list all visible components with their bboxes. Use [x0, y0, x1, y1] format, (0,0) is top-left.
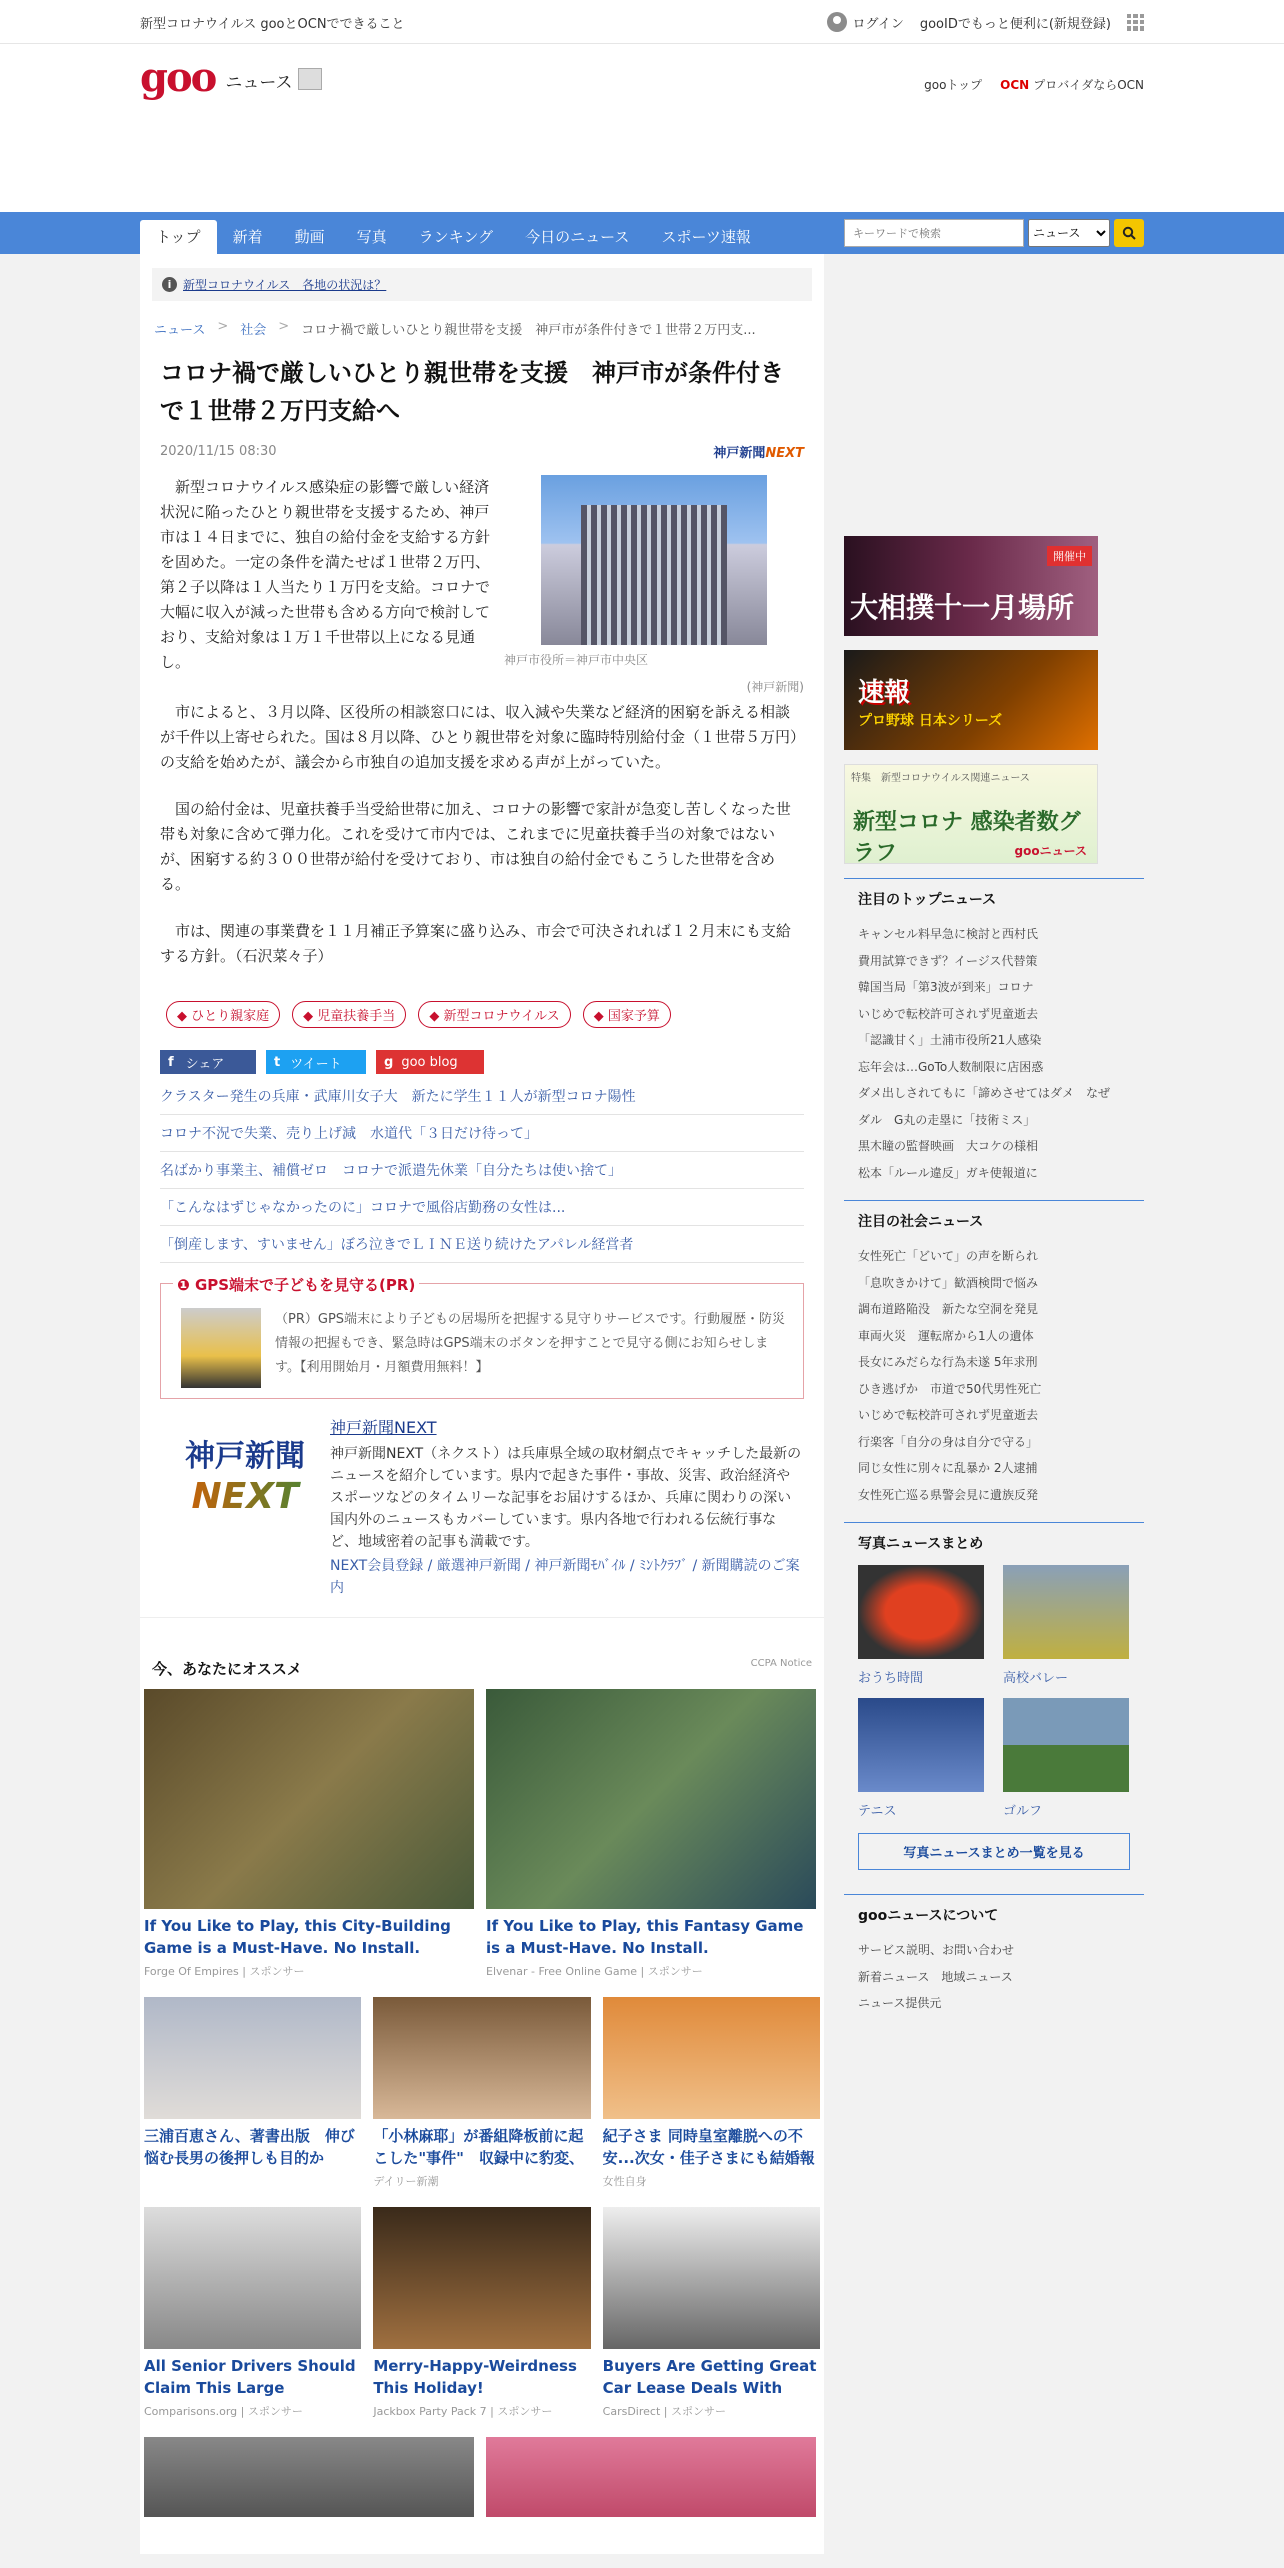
article-body	[152, 475, 812, 969]
reco-card[interactable]	[373, 1997, 590, 2189]
society-news-item[interactable]: 女性死亡巡る県警会見に遺族反発	[858, 1487, 1039, 1502]
brand-header	[0, 44, 1284, 212]
reco-headline: Buyers Are Getting Great Car Lease Deals With	[602, 2357, 817, 2397]
kobe-next-logo[interactable]: 神戸新聞 NEXT	[160, 1417, 330, 1599]
photo-news-item[interactable]: おうち時間	[858, 1565, 985, 1686]
reco-image	[486, 1689, 816, 1909]
article-photo[interactable]	[541, 475, 767, 645]
tweet-button[interactable]: t ツイート	[266, 1050, 366, 1074]
photo-news-box	[844, 1522, 1144, 1870]
tab-photo[interactable]: 写真	[356, 228, 387, 246]
top-news-item[interactable]: 黒木瞳の監督映画 大コケの様相	[858, 1139, 1039, 1153]
top-news-item[interactable]: 忘年会は…GoTo人数制限に店困惑	[858, 1059, 1044, 1074]
pr-text: （PR）GPS端末により子どもの居場所を把握する見守りサービスです。行動履歴・防災情報の把握もでき、緊急時はGPS端末のボタンを押すことで見守る側にお知らせします。【利用開始月・月額費用無料！】	[275, 1312, 785, 1375]
society-news-item[interactable]: 同じ女性に別々に乱暴か 2人逮捕	[858, 1461, 1038, 1475]
breadcrumb: ニュース > 社会 > コロナ禍で厳しいひとり親世帯を支援 神戸市が条件付きで１世帯２万円支...	[154, 319, 756, 338]
related-item[interactable]: クラスター発生の兵庫・武庫川女子大 新たに学生１１人が新型コロナ陽性	[160, 1078, 804, 1115]
tab-top[interactable]: トップ	[140, 220, 217, 254]
reco-card[interactable]	[373, 2207, 590, 2419]
photo-credit[interactable]: (神戸新聞)	[746, 680, 804, 694]
top-news-title: 注目のトップニュース	[858, 892, 997, 908]
about-box	[844, 1894, 1144, 2017]
kobe-shimbun-logo: 神戸新聞NEXT	[713, 446, 804, 461]
baseball-banner[interactable]: 速報 プロ野球 日本シリーズ	[844, 650, 1098, 750]
ccpa-link[interactable]: CCPA Notice	[750, 1658, 812, 1669]
tag-covid[interactable]: ◆ 新型コロナウイルス	[418, 1001, 570, 1028]
society-news-item[interactable]: 女性死亡「どいて」の声を断られ	[858, 1249, 1039, 1263]
reco-headline: All Senior Drivers Should Claim This Large	[144, 2357, 356, 2397]
society-news-item[interactable]: 行楽客「自分の身は自分で守る」	[858, 1434, 1039, 1449]
goo-blog-button[interactable]: g goo blog	[376, 1050, 484, 1074]
top-news-item[interactable]: 松本「ルール違反」ガキ使報道に	[858, 1165, 1038, 1180]
reco-card[interactable]	[603, 2207, 820, 2419]
top-bar	[0, 0, 1284, 44]
society-news-item[interactable]: ひき逃げか 市道で50代男性死亡	[858, 1381, 1042, 1396]
main-column	[140, 254, 824, 2554]
related-list	[152, 1078, 812, 1263]
reco-card[interactable]	[486, 1689, 816, 1979]
newspaper-icon	[298, 68, 322, 90]
reco-source: 女性自身	[602, 2175, 647, 2188]
reco-image	[144, 1689, 474, 1909]
photo-news-item[interactable]: ゴルフ	[1003, 1698, 1130, 1819]
about-title: gooニュースについて	[858, 1908, 999, 1924]
blog-icon: g	[384, 1054, 394, 1070]
goo-logo[interactable]: goo	[140, 54, 216, 101]
reco-card[interactable]	[486, 2437, 816, 2517]
reco-source: Jackbox Party Pack 7 | スポンサー	[373, 2405, 553, 2418]
reco-headline: If You Like to Play, this Fantasy Game is a Must-Have. No Install.	[486, 1917, 804, 1957]
breadcrumb-society[interactable]: 社会	[240, 323, 267, 338]
pr-title: ❶ GPS端末で子どもを見守る(PR)	[173, 1274, 419, 1295]
photo-news-more-button[interactable]: 写真ニュースまとめ一覧を見る	[858, 1833, 1130, 1870]
goo-top-link[interactable]: gooトップ	[924, 78, 983, 92]
search-button[interactable]	[1114, 219, 1144, 247]
covid-graph-banner[interactable]: 特集 新型コロナウイルス関連ニュース 新型コロナ 感染者数グラフ gooニュース	[844, 764, 1098, 864]
photo-news-item[interactable]: 高校バレー	[1003, 1565, 1130, 1686]
reco-image	[144, 1997, 361, 2119]
top-news-box	[844, 878, 1144, 1186]
reco-source: Forge Of Empires | スポンサー	[144, 1965, 305, 1978]
society-news-box	[844, 1200, 1144, 1508]
search-form	[844, 212, 1144, 254]
search-icon	[1122, 226, 1136, 240]
tab-sports[interactable]: スポーツ速報	[661, 228, 751, 246]
recommendations	[140, 1617, 824, 2517]
tab-today[interactable]: 今日のニュース	[525, 228, 630, 246]
reco-headline: If You Like to Play, this City-Building Game is a Must-Have. No Install.	[144, 1917, 451, 1957]
reco-source: Elvenar - Free Online Game | スポンサー	[486, 1965, 703, 1978]
article-paragraph: 新型コロナウイルス感染症の影響で厳しい経済状況に陥ったひとり親世帯を支援するため、神戸市は１４日までに、独自の給付金を支給する方針を固めた。一定の条件を満たせば１世帯２万円、第２子以降は１人当たり１万円を支給。コロナで大幅に収入が減った世帯も含める方向で検討しており、支給対象は１万１千世帯以上になる見通し。	[160, 478, 491, 671]
related-item[interactable]: 「こんなはずじゃなかったのに」コロナで風俗店勤務の女性は...	[160, 1189, 804, 1226]
tag-child-allowance[interactable]: ◆ 児童扶養手当	[292, 1001, 406, 1028]
article-date: 2020/11/15 08:30	[160, 444, 277, 459]
reco-image	[373, 1997, 590, 2119]
kobe-next-promo	[152, 1413, 812, 1617]
global-nav	[0, 212, 1284, 254]
tag-budget[interactable]: ◆ 国家予算	[583, 1001, 671, 1028]
reco-image	[373, 2207, 590, 2349]
top-news-item[interactable]: 費用試算できず？イージス代替策	[858, 953, 1038, 968]
society-news-item[interactable]: いじめで転校許可されず児童逝去	[858, 1408, 1039, 1422]
reco-image	[603, 2207, 820, 2349]
about-link[interactable]: 新着ニュース 地域ニュース	[858, 1969, 1013, 1984]
top-news-item[interactable]: 「認識甘く」土浦市役所21人感染	[858, 1033, 1042, 1047]
reco-card[interactable]	[144, 2437, 474, 2517]
facebook-icon: f	[168, 1054, 174, 1070]
top-news-item[interactable]: ダル G丸の走塁に「技術ミス」	[858, 1112, 1036, 1127]
sidebar	[844, 254, 1144, 2017]
reco-source: デイリー新潮	[373, 2175, 439, 2188]
photo-news-item[interactable]: テニス	[858, 1698, 985, 1819]
reco-source: Comparisons.org | スポンサー	[144, 2405, 303, 2418]
sumo-banner[interactable]: 開催中 大相撲十一月場所	[844, 536, 1098, 636]
society-news-item[interactable]: 「息吹きかけて」歓酒検問で悩み	[858, 1275, 1039, 1290]
reco-headline: 三浦百恵さん、著書出版 伸び悩む長男の後押しも目的か	[144, 2127, 355, 2167]
search-input[interactable]	[844, 219, 1024, 247]
section-name: ニュース	[225, 73, 293, 93]
reco-image	[603, 1997, 820, 2119]
top-news-item[interactable]: キャンセル料早急に検討と西村氏	[858, 927, 1039, 941]
share-buttons	[152, 1038, 812, 1078]
society-news-item[interactable]: 調布道路陥没 新たな空洞を発見	[858, 1302, 1039, 1316]
reco-image	[144, 2207, 361, 2349]
article-paragraph: 国の給付金は、児童扶養手当受給世帯に加え、コロナの影響で家計が急変し苦しくなった世帯も対象に含めて弾力化。これを受けて市内では、これまでに児童扶養手当の対象ではないが、困窮する約３００世帯が給付を受けており、市は独自の給付金でもこうした世帯を含める。	[160, 800, 791, 893]
search-scope-select[interactable]	[1028, 219, 1110, 247]
tab-ranking[interactable]: ランキング	[418, 228, 494, 246]
society-news-title: 注目の社会ニュース	[858, 1214, 984, 1230]
reco-headline: 「小林麻耶」が番組降板前に起こした"事件" 収録中に豹変、	[373, 2127, 584, 2167]
reco-title: 今、あなたにオススメ	[152, 1660, 302, 1678]
pr-box[interactable]	[160, 1276, 804, 1399]
info-icon: i	[162, 277, 177, 292]
society-news-item[interactable]: 車両火災 運転席から1人の遺体	[858, 1328, 1034, 1343]
breadcrumb-current: コロナ禍で厳しいひとり親世帯を支援 神戸市が条件付きで１世帯２万円支...	[301, 323, 756, 338]
reco-headline: Merry-Happy-Weirdness This Holiday!	[373, 2357, 577, 2397]
society-news-item[interactable]: 長女にみだらな行為未遂 5年求刑	[858, 1355, 1038, 1369]
photo-news-title: 写真ニュースまとめ	[858, 1536, 984, 1552]
breadcrumb-news[interactable]: ニュース	[154, 323, 206, 338]
login-label: ログイン	[852, 16, 904, 32]
register-link[interactable]: gooIDでもっと便利に(新規登録)	[919, 16, 1111, 32]
corona-status-link[interactable]: 新型コロナウイルス 各地の状況は？	[183, 278, 387, 292]
related-item[interactable]: コロナ不況で失業、売り上げ減 水道代「３日だけ待って」	[160, 1115, 804, 1152]
ocn-logo: OCN	[1000, 78, 1030, 92]
top-news-item[interactable]: 韓国当局「第3波が到来」コロナ	[858, 980, 1034, 994]
tag-list	[152, 991, 812, 1038]
reco-card[interactable]	[603, 1997, 820, 2189]
tab-video[interactable]: 動画	[294, 228, 325, 246]
corona-notice-link[interactable]: 新型コロナウイルス gooとOCNでできること	[140, 16, 405, 32]
kobe-next-description: 神戸新聞NEXT（ネクスト）は兵庫県全域の取材網点でキャッチした最新のニュースを紹介しています。県内で起きた事件・事故、災害、政治経済やスポーツなどのタイムリーな記事をお届けするほか、兵庫に関わりの深い国内外のニュースもカバーしています。県内各地で行われる伝統行事など、地域密着の記事も満載です。	[330, 1446, 802, 1550]
ocn-link[interactable]: プロバイダならOCN	[1033, 78, 1144, 92]
article-paragraph: 市によると、３月以降、区役所の相談窓口には、収入減や失業など経済的困窮を訴える相談が千件以上寄せられた。国は８月以降、ひとり親世帯を対象に臨時特別給付金（１世帯５万円）の支給を始めたが、議会から市独自の追加支援を求める声が上がっていた。	[160, 703, 798, 771]
twitter-icon: t	[274, 1054, 281, 1070]
corona-banner	[152, 268, 812, 301]
facebook-share-button[interactable]: f シェア	[160, 1050, 256, 1074]
related-item[interactable]: 「倒産します、すいません」ぼろ泣きでＬＩＮＥ送り続けたアパレル経営者	[160, 1226, 804, 1263]
reco-card[interactable]	[144, 1689, 474, 1979]
login-link[interactable]	[827, 12, 903, 32]
pr-thumbnail	[181, 1308, 261, 1388]
apps-grid-icon[interactable]	[1127, 14, 1144, 31]
tab-new[interactable]: 新着	[232, 228, 263, 246]
user-icon	[827, 12, 847, 32]
reco-image	[486, 2437, 816, 2517]
about-link[interactable]: サービス説明、お問い合わせ	[858, 1943, 1015, 1957]
top-news-item[interactable]: ダメ出しされてもに「諦めさせてはダメ なぜ	[858, 1086, 1111, 1100]
article-title: コロナ禍で厳しいひとり親世帯を支援 神戸市が条件付きで１世帯２万円支給へ	[160, 359, 784, 425]
photo-caption: 神戸市役所＝神戸市中央区	[504, 653, 649, 667]
article-paragraph: 市は、関連の事業費を１１月補正予算案に盛り込み、市会で可決されれば１２月末にも支給する方針。（石沢菜々子）	[160, 922, 791, 965]
reco-card[interactable]	[144, 1997, 361, 2189]
reco-source: CarsDirect | スポンサー	[602, 2405, 726, 2418]
related-item[interactable]: 名ばかり事業主、補償ゼロ コロナで派遣先休業「自分たちは使い捨て」	[160, 1152, 804, 1189]
reco-image	[144, 2437, 474, 2517]
kobe-next-links[interactable]: NEXT会員登録 / 厳選神戸新聞 / 神戸新聞ﾓﾊﾞｲﾙ / ﾐﾝﾄｸﾗﾌﾞ / 新聞購読のご案内	[330, 1558, 800, 1596]
about-link[interactable]: ニュース提供元	[858, 1996, 942, 2010]
reco-card[interactable]	[144, 2207, 361, 2419]
article-figure	[504, 475, 804, 700]
reco-headline: 紀子さま 同時皇室離脱への不安...次女・佳子さまにも結婚報	[602, 2127, 815, 2167]
kobe-next-title[interactable]: 神戸新聞NEXT	[330, 1418, 437, 1437]
top-news-item[interactable]: いじめで転校許可されず児童逝去	[858, 1006, 1039, 1021]
tag-single-parent[interactable]: ◆ ひとり親家庭	[166, 1001, 280, 1028]
